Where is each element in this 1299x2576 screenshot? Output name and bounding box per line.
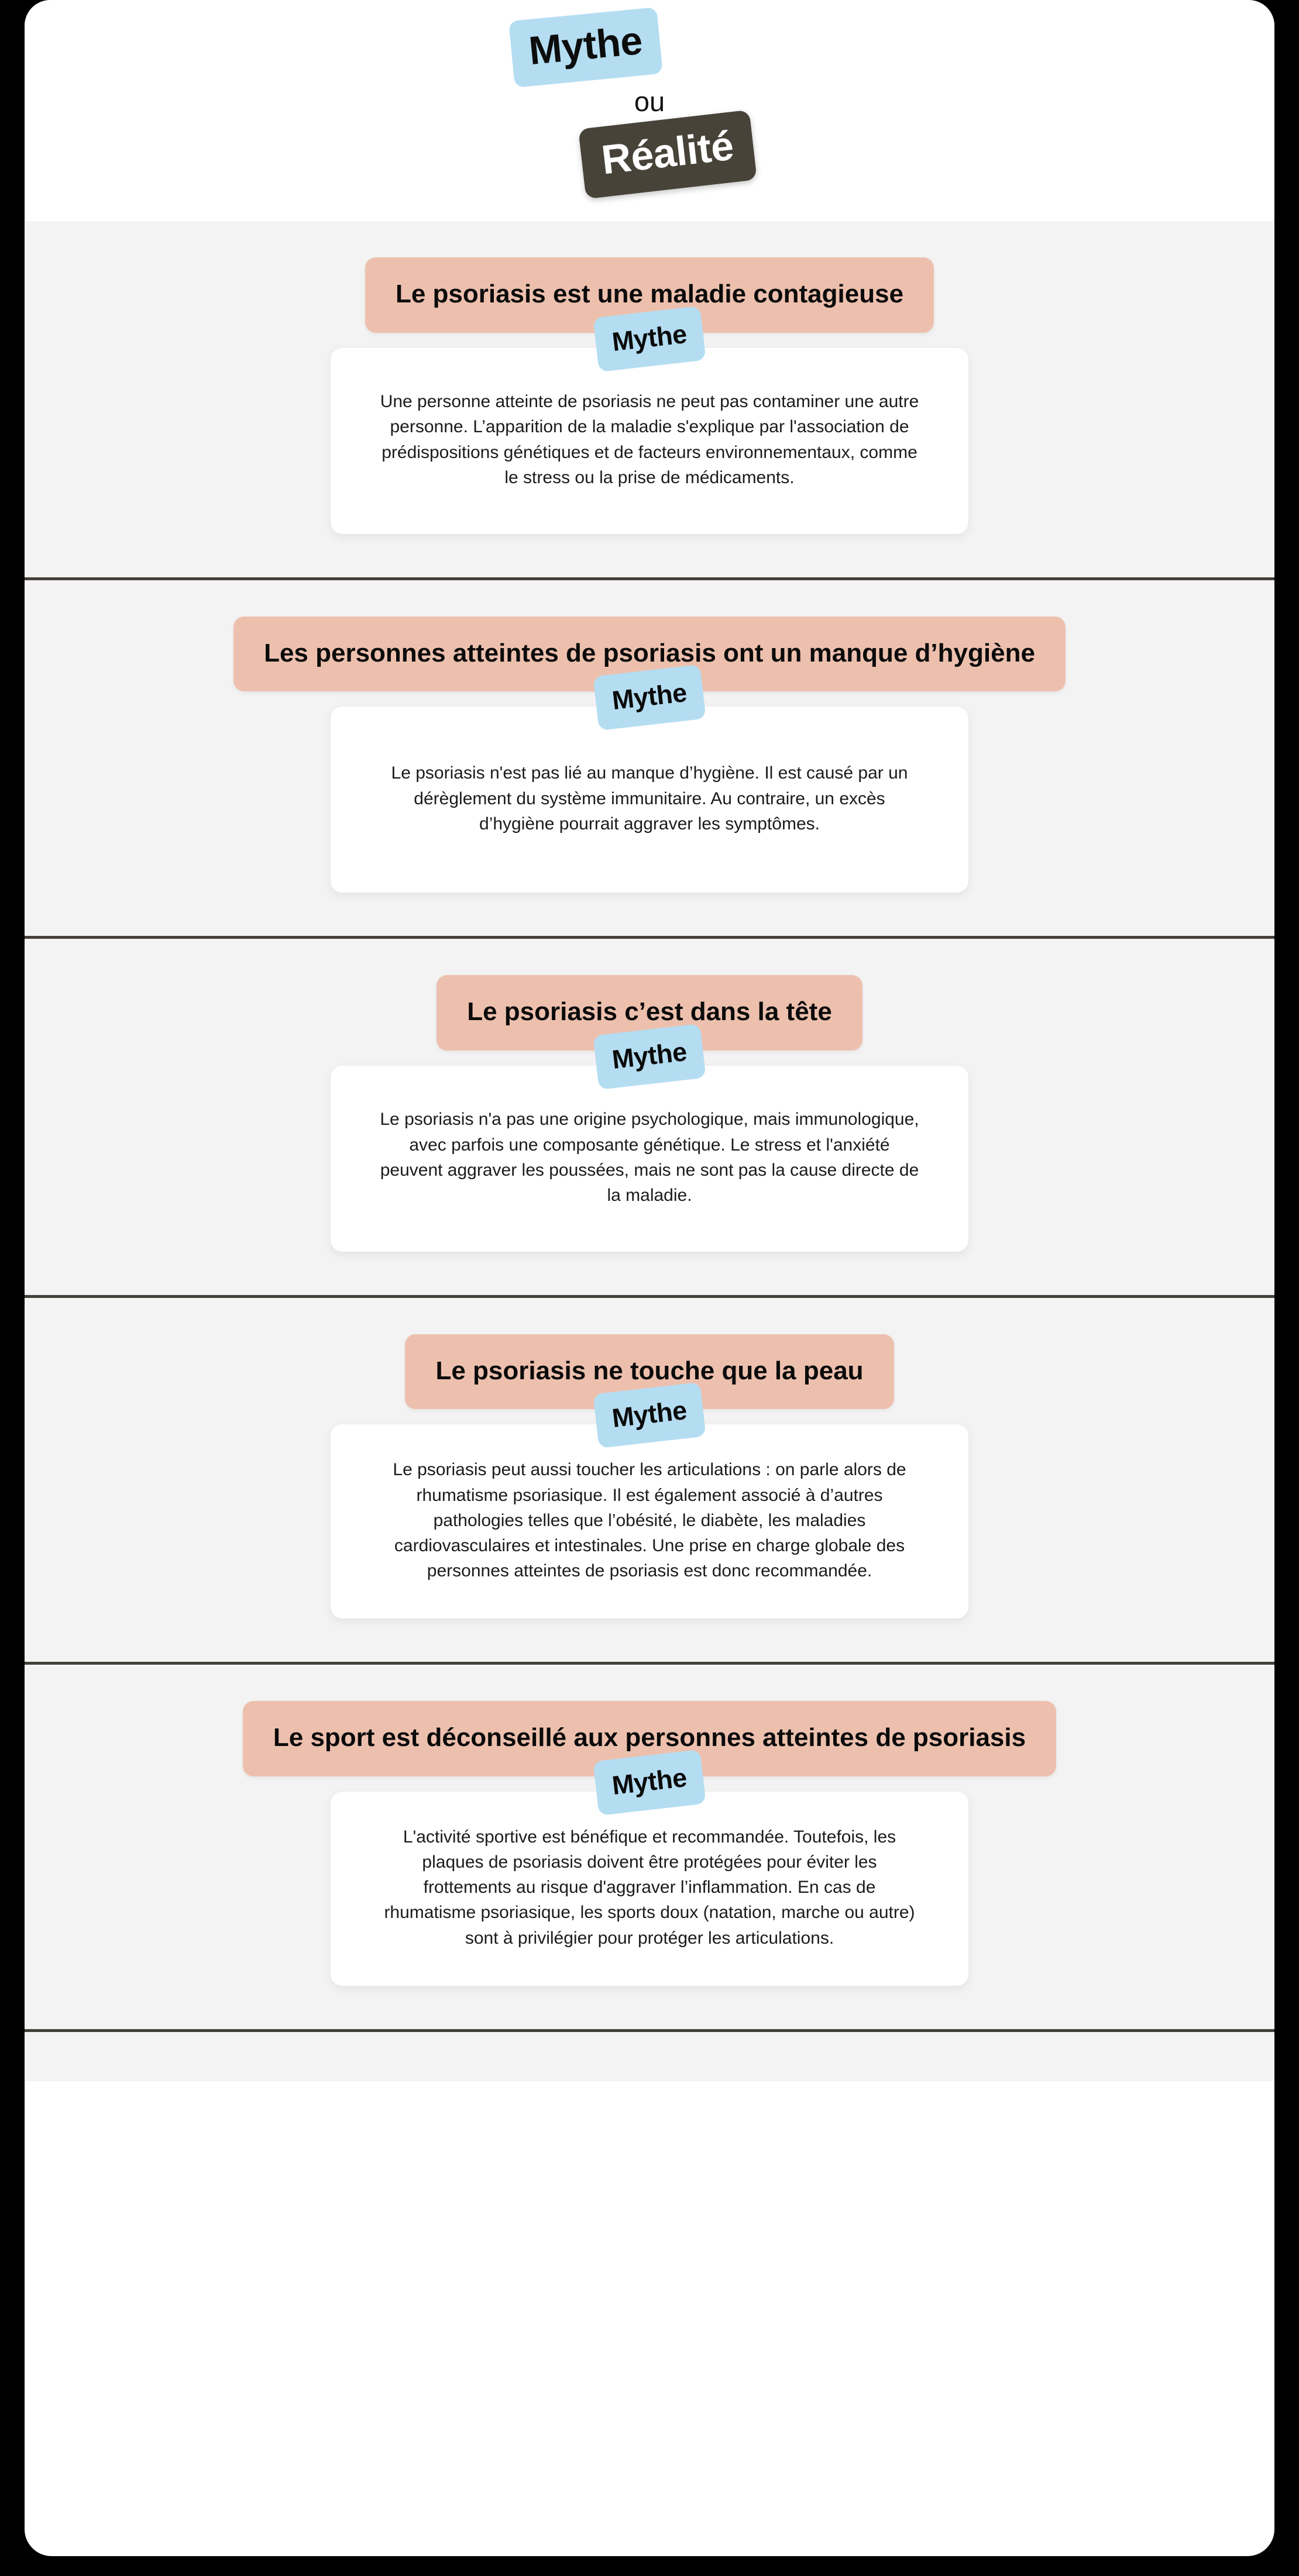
page-header <box>25 0 1274 221</box>
title-lockup <box>25 5 1274 204</box>
header-badge-mythe: Mythe <box>508 7 663 88</box>
explanation-card: Une personne atteinte de psoriasis ne peut pas contaminer une autre personne. L’apparition de la maladie s'explique par l'association de prédispositions génétiques et de facteurs environnementaux, comme le stress ou la prise de médicaments. <box>331 348 968 534</box>
explanation-card: Le psoriasis n'est pas lié au manque d’hygiène. Il est causé par un dérèglement du système immunitaire. Au contraire, un excès d’hygiène pourrait aggraver les symptômes. <box>331 707 968 893</box>
myth-section <box>25 1298 1274 1665</box>
explanation-card: Le psoriasis peut aussi toucher les articulations : on parle alors de rhumatisme psoriasique. Il est également associé à d’autres pathologies telles que l’obésité, le diabète, les maladies cardiovasculaires et intestinales. Une prise en charge globale des personnes atteintes de psoriasis est donc recommandée. <box>331 1424 968 1618</box>
claim-pill: Le psoriasis est une maladie contagieuse <box>365 257 934 333</box>
myth-section <box>25 221 1274 580</box>
header-conjunction-ou: ou <box>634 86 665 117</box>
claim-pill: Le sport est déconseillé aux personnes atteintes de psoriasis <box>243 1701 1056 1776</box>
myth-sections-list <box>25 221 1274 2081</box>
bottom-spacer <box>25 2032 1274 2081</box>
myth-section <box>25 580 1274 939</box>
page-surface <box>25 0 1274 2556</box>
explanation-card: L'activité sportive est bénéfique et recommandée. Toutefois, les plaques de psoriasis doivent être protégées pour éviter les frottements au risque d'aggraver l’inflammation. En cas de rhumatisme psoriasique, les sports doux (natation, marche ou autre) sont à privilégier pour protéger les articulations. <box>331 1792 968 1986</box>
explanation-card: Le psoriasis n'a pas une origine psychologique, mais immunologique, avec parfois une composante génétique. Le stress et l'anxiété peuvent aggraver les poussées, mais ne sont pas la cause directe de la maladie. <box>331 1066 968 1252</box>
claim-pill: Le psoriasis c’est dans la tête <box>437 975 862 1051</box>
verdict-badge: Mythe <box>593 664 706 731</box>
verdict-badge: Mythe <box>593 1382 706 1448</box>
verdict-badge: Mythe <box>593 1750 706 1816</box>
verdict-badge: Mythe <box>593 305 706 371</box>
verdict-badge: Mythe <box>593 1024 706 1090</box>
claim-pill: Le psoriasis ne touche que la peau <box>405 1334 894 1410</box>
myth-section <box>25 1665 1274 2032</box>
myth-section <box>25 939 1274 1298</box>
header-badge-realite: Réalité <box>578 110 757 199</box>
claim-pill: Les personnes atteintes de psoriasis ont un manque d’hygiène <box>233 617 1066 692</box>
